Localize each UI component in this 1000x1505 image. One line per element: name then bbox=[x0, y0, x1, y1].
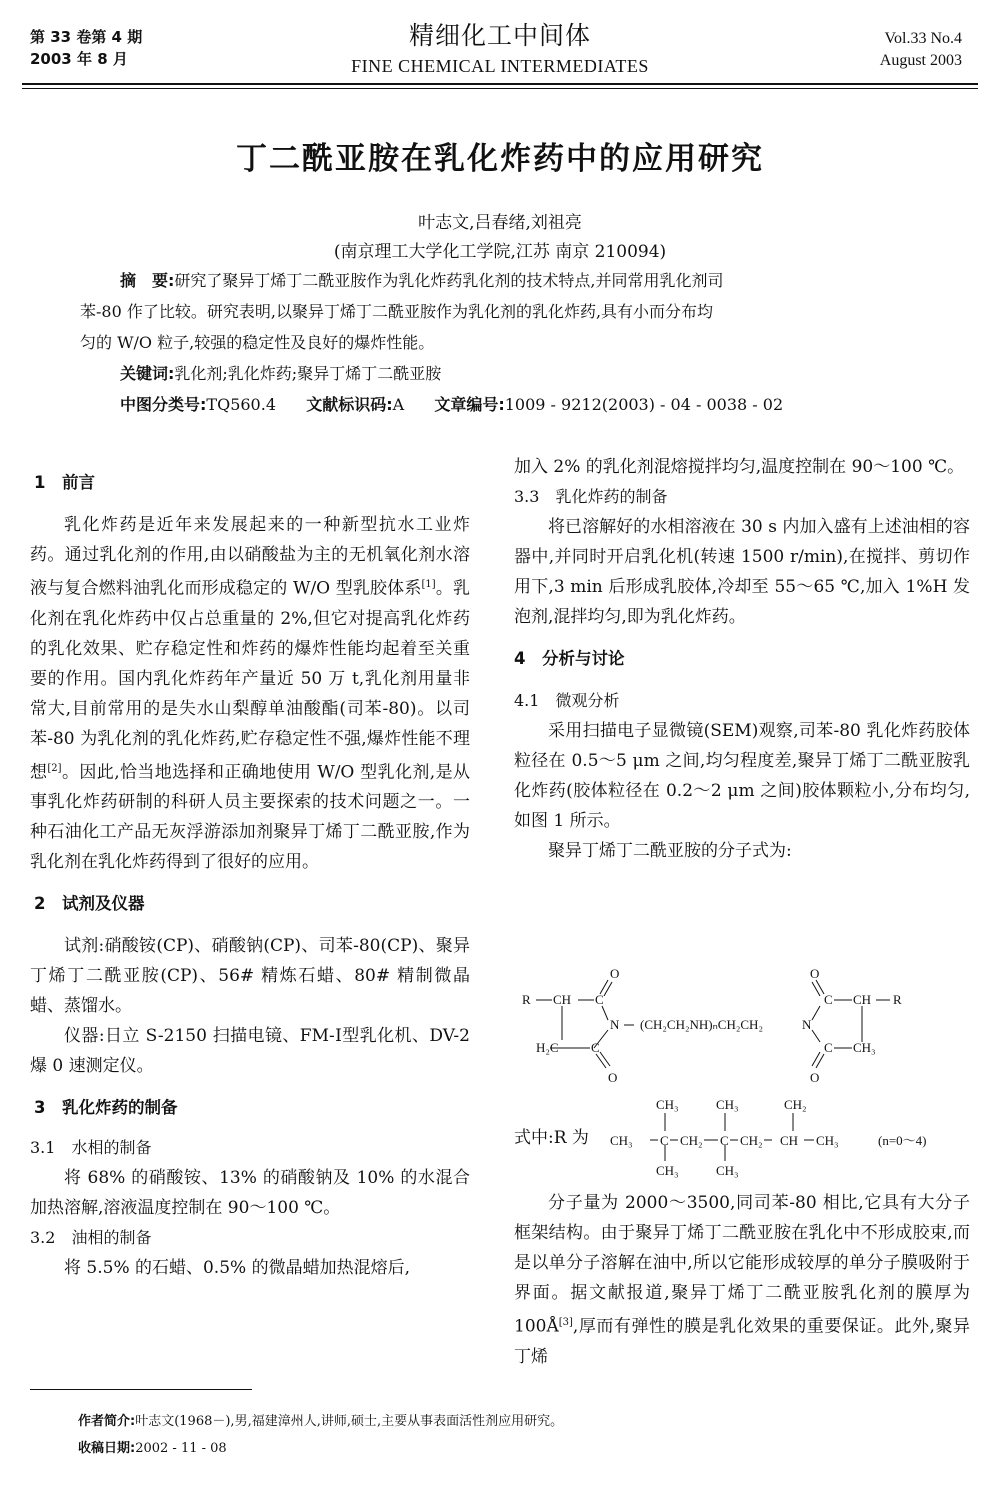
r-ch3: CH₃ bbox=[656, 1163, 679, 1178]
right-column-continued bbox=[514, 1188, 970, 1372]
citation: [2] bbox=[47, 762, 62, 774]
paragraph: 将已溶解好的水相溶液在 30 s 内加入盛有上述油相的容器中,并同时开启乳化机(转速 1500 r/min),在搅拌、剪切作用下,3 min 后形成乳胶体,冷却至 55～65 ℃,加入 1%H 发泡剂,混拌均匀,即为乳化炸药。 bbox=[514, 517, 970, 627]
authors: 叶志文,吕春绪,刘祖亮 bbox=[418, 213, 582, 233]
keywords-label: 关键词: bbox=[120, 364, 175, 383]
r-c: C bbox=[720, 1133, 729, 1148]
abstract bbox=[70, 265, 935, 420]
right-column bbox=[514, 452, 970, 866]
r-ch2: CH₂ bbox=[680, 1133, 703, 1148]
r-ch3: CH₃ bbox=[610, 1133, 633, 1148]
journal-masthead bbox=[0, 16, 1000, 77]
formula-h2c: H₂C bbox=[536, 1040, 559, 1055]
subsection-heading: 3.3 乳化炸药的制备 bbox=[514, 487, 668, 506]
formula-o: O bbox=[608, 1070, 618, 1085]
r-ch3: CH₃ bbox=[716, 1097, 739, 1112]
paragraph: 采用扫描电子显微镜(SEM)观察,司苯-80 乳化炸药胶体粒径在 0.5～5 μm 之间,均匀程度差,聚异丁烯丁二酰亚胺乳化炸药(胶体粒径在 0.2～2 μm 之间)胶体颗粒小,分布均匀,如图 1 所示。 bbox=[514, 721, 970, 831]
paper-title: 丁二酰亚胺在乳化炸药中的应用研究 bbox=[236, 141, 764, 177]
formula-o: O bbox=[610, 966, 620, 981]
clc-number: TQ560.4 bbox=[206, 395, 276, 414]
formula-c: C bbox=[824, 992, 833, 1007]
formula-r: R bbox=[522, 992, 531, 1007]
formula-n: N bbox=[802, 1017, 812, 1032]
r-c: C bbox=[660, 1133, 669, 1148]
subsection-heading: 4.1 微观分析 bbox=[514, 691, 620, 710]
formula-ch: CH bbox=[853, 992, 872, 1007]
subsection-heading: 3.2 油相的制备 bbox=[30, 1228, 152, 1248]
formula-c: C bbox=[591, 1040, 600, 1055]
affiliation: (南京理工大学化工学院,江苏 南京 210094) bbox=[333, 242, 667, 262]
article-id: 1009 - 9212(2003) - 04 - 0038 - 02 bbox=[504, 395, 784, 414]
r-group-label: 式中:R 为 bbox=[514, 1128, 589, 1148]
article-id-label: 文章编号: bbox=[434, 395, 505, 414]
footnote-rule bbox=[30, 1389, 252, 1390]
left-column bbox=[30, 468, 470, 1283]
r-ch: CH bbox=[780, 1133, 799, 1148]
paragraph: 乳化炸药是近年来发展起来的一种新型抗水工业炸药。通过乳化剂的作用,由以硝酸盐为主的无机氧化剂水溶液与复合燃料油乳化而形成稳定的 W/O 型乳胶体系[1]。乳化剂在乳化炸药中仅占总重量的 2%,但它对提高乳化炸药的乳化效果、贮存稳定性和炸药的爆炸性能均起着至关重要的作用。国内乳化炸药年产量近 50 万 t,乳化剂用量非常大,目前常用的是失水山梨醇单油酸酯(司苯-80)。以司苯-80 为乳化剂的乳化炸药,贮存稳定性不强,爆炸性能不理想[2]。因此,恰当地选择和正确地使用 W/O 型乳化剂,是从事乳化炸药研制的科研人员主要探索的技术问题之一。一种石油化工产品无灰浮游添加剂聚异丁烯丁二酰亚胺,作为乳化剂在乳化炸药得到了很好的应用。 bbox=[30, 515, 470, 873]
formula-n: N bbox=[610, 1017, 620, 1032]
formula-ch: CH bbox=[553, 992, 572, 1007]
paragraph: 加入 2% 的乳化剂混熔搅拌均匀,温度控制在 90～100 ℃。 bbox=[514, 457, 965, 477]
received-date: 收稿日期:2002 - 11 - 08 bbox=[78, 1441, 227, 1456]
r-group-structure bbox=[608, 1093, 978, 1183]
keywords: 乳化剂;乳化炸药;聚异丁烯丁二酰亚胺 bbox=[174, 364, 442, 383]
issue-date: 2003 年 8 月 bbox=[30, 50, 128, 68]
paragraph: 聚异丁烯丁二酰亚胺的分子式为: bbox=[548, 841, 792, 861]
clc-label: 中图分类号: bbox=[120, 395, 207, 414]
section-heading: 3 乳化炸药的制备 bbox=[34, 1098, 178, 1118]
r-ch3: CH₃ bbox=[656, 1097, 679, 1112]
classification bbox=[70, 389, 935, 420]
formula-r: R bbox=[893, 992, 902, 1007]
header-rule-thin bbox=[22, 88, 978, 89]
r-ch2: CH₂ bbox=[784, 1097, 807, 1112]
paragraph: 试剂:硝酸铵(CP)、硝酸钠(CP)、司苯-80(CP)、聚异丁烯丁二酰亚胺(CP)、56# 精炼石蜡、80# 精制微晶蜡、蒸馏水。 bbox=[30, 936, 470, 1017]
author-bio: 作者简介:叶志文(1968－),男,福建漳州人,讲师,硕士,主要从事表面活性剂应用研究。 bbox=[78, 1414, 564, 1429]
formula-ch3: CH₃ bbox=[853, 1040, 876, 1055]
r-ch2: CH₂ bbox=[740, 1133, 763, 1148]
issue-volume: 第 33 卷第 4 期 bbox=[30, 28, 143, 46]
formula-o: O bbox=[810, 1070, 820, 1085]
n-range: (n=0～4) bbox=[878, 1133, 927, 1148]
paragraph: 分子量为 2000～3500,同司苯-80 相比,它具有大分子框架结构。由于聚异丁烯丁二酰亚胺在乳化中不形成胶束,而是以单分子溶解在油中,所以它能形成较厚的单分子膜吸附于界面。据文献报道,聚异丁烯丁二酰亚胺乳化剂的膜厚为 100Å[3],厚而有弹性的膜是乳化效果的重要保证。此外,聚异丁烯 bbox=[514, 1193, 970, 1367]
journal-name-cn: 精细化工中间体 bbox=[408, 21, 591, 50]
citation: [1] bbox=[421, 579, 436, 590]
formula-o: O bbox=[810, 966, 820, 981]
molecular-structure-diagram bbox=[516, 962, 976, 1087]
issue-info-en bbox=[880, 28, 962, 72]
abstract-label: 摘 要: bbox=[120, 271, 175, 290]
paragraph: 将 5.5% 的石蜡、0.5% 的微晶蜡加热混熔后, bbox=[64, 1258, 410, 1279]
citation: [3] bbox=[558, 1317, 573, 1328]
formula-c: C bbox=[595, 992, 604, 1007]
section-heading: 2 试剂及仪器 bbox=[34, 894, 145, 914]
r-ch3: CH₃ bbox=[816, 1133, 839, 1148]
r-ch3: CH₃ bbox=[716, 1163, 739, 1178]
doc-code-label: 文献标识码: bbox=[306, 395, 393, 414]
paragraph: 仪器:日立 S-2150 扫描电镜、FM-Ⅰ型乳化机、DV-2 爆 0 速测定仪。 bbox=[30, 1026, 470, 1077]
issue-volume-en: Vol.33 No.4 bbox=[884, 30, 962, 47]
paragraph: 将 68% 的硝酸铵、13% 的硝酸钠及 10% 的水混合加热溶解,溶液温度控制在 90～100 ℃。 bbox=[30, 1168, 470, 1219]
formula-chain: (CH₂CH₂NH)ₙCH₂CH₂ bbox=[640, 1017, 763, 1032]
issue-date-en: August 2003 bbox=[879, 52, 962, 69]
journal-name-en: FINE CHEMICAL INTERMEDIATES bbox=[351, 56, 649, 76]
header-rule bbox=[22, 83, 978, 85]
abstract-line: 匀的 W/O 粒子,较强的稳定性及良好的爆炸性能。 bbox=[80, 333, 435, 352]
abstract-line: 苯-80 作了比较。研究表明,以聚异丁烯丁二酰亚胺作为乳化剂的乳化炸药,具有小而分布均 bbox=[80, 302, 714, 321]
formula-c: C bbox=[824, 1040, 833, 1055]
section-heading: 4 分析与讨论 bbox=[514, 649, 625, 668]
subsection-heading: 3.1 水相的制备 bbox=[30, 1138, 152, 1158]
abstract-line: 研究了聚异丁烯丁二酰亚胺作为乳化炸药乳化剂的技术特点,并同常用乳化剂司 bbox=[174, 271, 724, 290]
doc-code: A bbox=[392, 395, 405, 414]
section-heading: 1 前言 bbox=[34, 473, 95, 492]
